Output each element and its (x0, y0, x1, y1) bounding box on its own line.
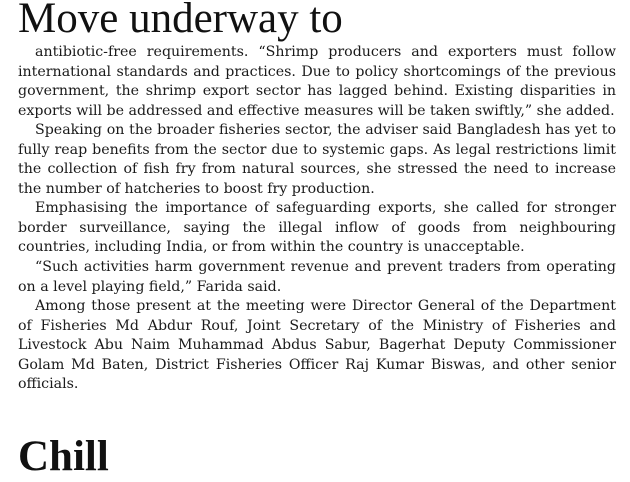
paragraph-continuation: antibiotic-free requirements. “Shrimp producers and exporters must follow international standards and practices. Due to policy shortcomings of the previous government, the shrimp export sector has lagged behind. Existing disparities in exports will be addressed and effective measures will be taken swiftly,” she added. (18, 44, 616, 119)
paragraph-farida-quote: “Such activities harm government revenue and prevent traders from operating on a level playing field,” Farida said. (18, 259, 616, 295)
paragraph-border-surveillance: Emphasising the importance of safeguarding exports, she called for stronger border surveillance, saying the illegal inflow of goods from neighbouring countries, including India, or from within the country is unacceptable. (18, 200, 616, 256)
paragraph-attendees: Among those present at the meeting were Director General of the Department of Fisheries Md Abdur Rouf, Joint Secretary of the Ministry of Fisheries and Livestock Abu Naim Muhammad Abdus Sabur, Bagerhat Deputy Commissioner Golam Md Baten, District Fisheries Officer Raj Kumar Biswas, and other senior officials. (18, 298, 616, 393)
paragraph-fisheries-sector: Speaking on the broader fisheries sector, the adviser said Bangladesh has yet to fully reap benefits from the sector due to systemic gaps. As legal restrictions limit the collection of fish fry from natural sources, she stressed the need to increase the number of hatcheries to boost fry production. (18, 122, 616, 197)
article-headline: Move underway to (18, 0, 343, 42)
next-article-heading-partial: Chill (18, 433, 109, 480)
article-body (18, 43, 616, 395)
